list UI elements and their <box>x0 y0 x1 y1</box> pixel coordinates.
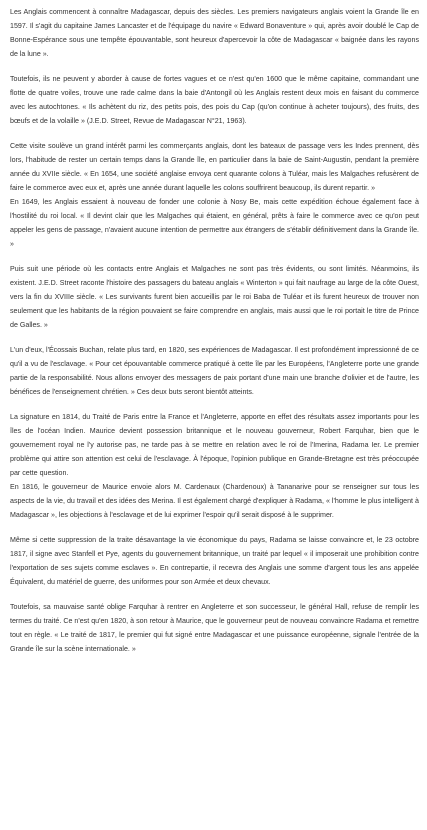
paragraph-traite-paris-1814: La signature en 1814, du Traité de Paris entre la France et l'Angleterre, apporte en effet des résultats assez importants pour les îles de l'océan Indien. Maurice devient possession britannique et le nouveau gouverneur, Robert Farquhar, bien que le gouvernement royal ne l'y autorise pas, ne tarde pas à se mettre en relation avec le roi de l'Imerina, Radama Ier. Le premier problème qui attire son attention est celui de l'esclavage. À l'époque, l'opinion publique en Grande-Bretagne est très préoccupée par cette question. <box>10 413 419 477</box>
paragraph-farquhar-1820: Toutefois, sa mauvaise santé oblige Farquhar à rentrer en Angleterre et son successeur, le général Hall, refuse de remplir les termes du traité. Ce n'est qu'en 1820, à son retour à Maurice, que le gouverneur peut de nouveau convaincre Radama et remettre tout en règle. « Le traité de 1817, le premier qui fut signé entre Madagascar et une puissance européenne, signale l'entrée de la Grande île sur la scène internationale. » <box>10 603 419 653</box>
paragraph-lancaster-1597: Les Anglais commencent à connaître Madagascar, depuis des siècles. Les premiers navigateurs anglais voient la Grande île en 1597. Il s'agit du capitaine James Lancaster et de l'équipage du navire « Edward Bonaventure » qui, après avoir doublé le Cap de Bonne-Espérance sous une tempête épouvantable, sont heureux d'apercevoir la côte de Madagascar « baignée dans les rayons de la lune ». <box>10 8 419 58</box>
paragraph-nosy-be-1649: En 1649, les Anglais essaient à nouveau de fonder une colonie à Nosy Be, mais cette expédition échoue également face à l'hostilité du roi local. « Il devint clair que les Malgaches qui étaient, en général, prêts à faire le commerce avec ce qu'on peut appeler les gens de passage, n'avaient aucune intention de permettre aux étrangers de s'établir définitivement dans la Grande île. » <box>10 197 419 248</box>
paragraph-cardenaux-1816: En 1816, le gouverneur de Maurice envoie alors M. Cardenaux (Chardenoux) à Tananarive pour se renseigner sur tous les aspects de la vie, du travail et des idées des Merina. Il est également chargé d'expliquer à Radama, « l'homme le plus intelligent à Madagascar », les objections à l'esclavage et de lui exprimer l'espoir qu'il serait disposé à le supprimer. <box>10 482 419 519</box>
paragraph-traite-1817: Même si cette suppression de la traite désavantage la vie économique du pays, Radama se laisse convaincre et, le 23 octobre 1817, il signe avec Stanfell et Pye, agents du gouvernement britannique, un traité par lequel « il imposerait une prohibition contre l'exportation de ses sujets comme esclaves ». En contrepartie, il recevra des Anglais une somme d'argent tous les ans appelée Équivalent, du matériel de guerre, des uniformes pour son Armée et deux chevaux. <box>10 535 419 586</box>
paragraph-antongil-1600: Toutefois, ils ne peuvent y aborder à cause de fortes vagues et ce n'est qu'en 1600 que le même capitaine, commandant une flotte de quatre voiles, trouve une rade calme dans la baie d'Antongil où les Anglais restent deux mois en faisant du commerce avec les autochtones. « Ils achètent du riz, des petits pois, des pois du Cap (qu'on continue à acheter toujours), des fruits, des bœufs et de la volaille » (J.E.D. Street, Revue de Madagascar N°21, 1963). <box>10 75 419 125</box>
paragraph-buchan-1820: L'un d'eux, l'Écossais Buchan, relate plus tard, en 1820, ses expériences de Madagascar. Il est profondément impressionné de ce qu'il a vu de l'esclavage. « Pour cet épouvantable commerce pratiqué à cette île par les Européens, l'Angleterre porte une grande partie de la responsabilité. Nous allons envoyer des messagers de paix portant d'une main une branche d'olivier et de l'autre, les bénéfices de l'enseignement chrétien. » Ces deux buts seront bientôt atteints. <box>10 346 419 396</box>
paragraph-saint-augustin: Cette visite soulève un grand intérêt parmi les commerçants anglais, dont les bateaux de passage vers les Indes prennent, dès lors, l'habitude de rester un certain temps dans la Grande île, en particulier dans la baie de Saint-Augustin, pendant la première année du XVIIe siècle. « En 1654, une société anglaise envoya cent quarante colons à Tuléar, mais les Malgaches refusèrent de faire le commerce avec eux et, après une année durant laquelle les colons souffrirent beaucoup, ils durent repartir. » <box>10 142 419 192</box>
paragraph-winterton: Puis suit une période où les contacts entre Anglais et Malgaches ne sont pas très évidents, ou sont limités. Néanmoins, ils existent. J.E.D. Street raconte l'histoire des passagers du bateau anglais « Winterton » qui fait naufrage au large de la côte Ouest, vers la fin du XVIIIe siècle. « Les survivants furent bien accueillis par le roi Baba de Tuléar et ils furent heureux de trouver non seulement que les habitants de la région pouvaient se faire comprendre en anglais, mais aussi que le roi portait le titre de Prince de Galles. » <box>10 265 419 329</box>
